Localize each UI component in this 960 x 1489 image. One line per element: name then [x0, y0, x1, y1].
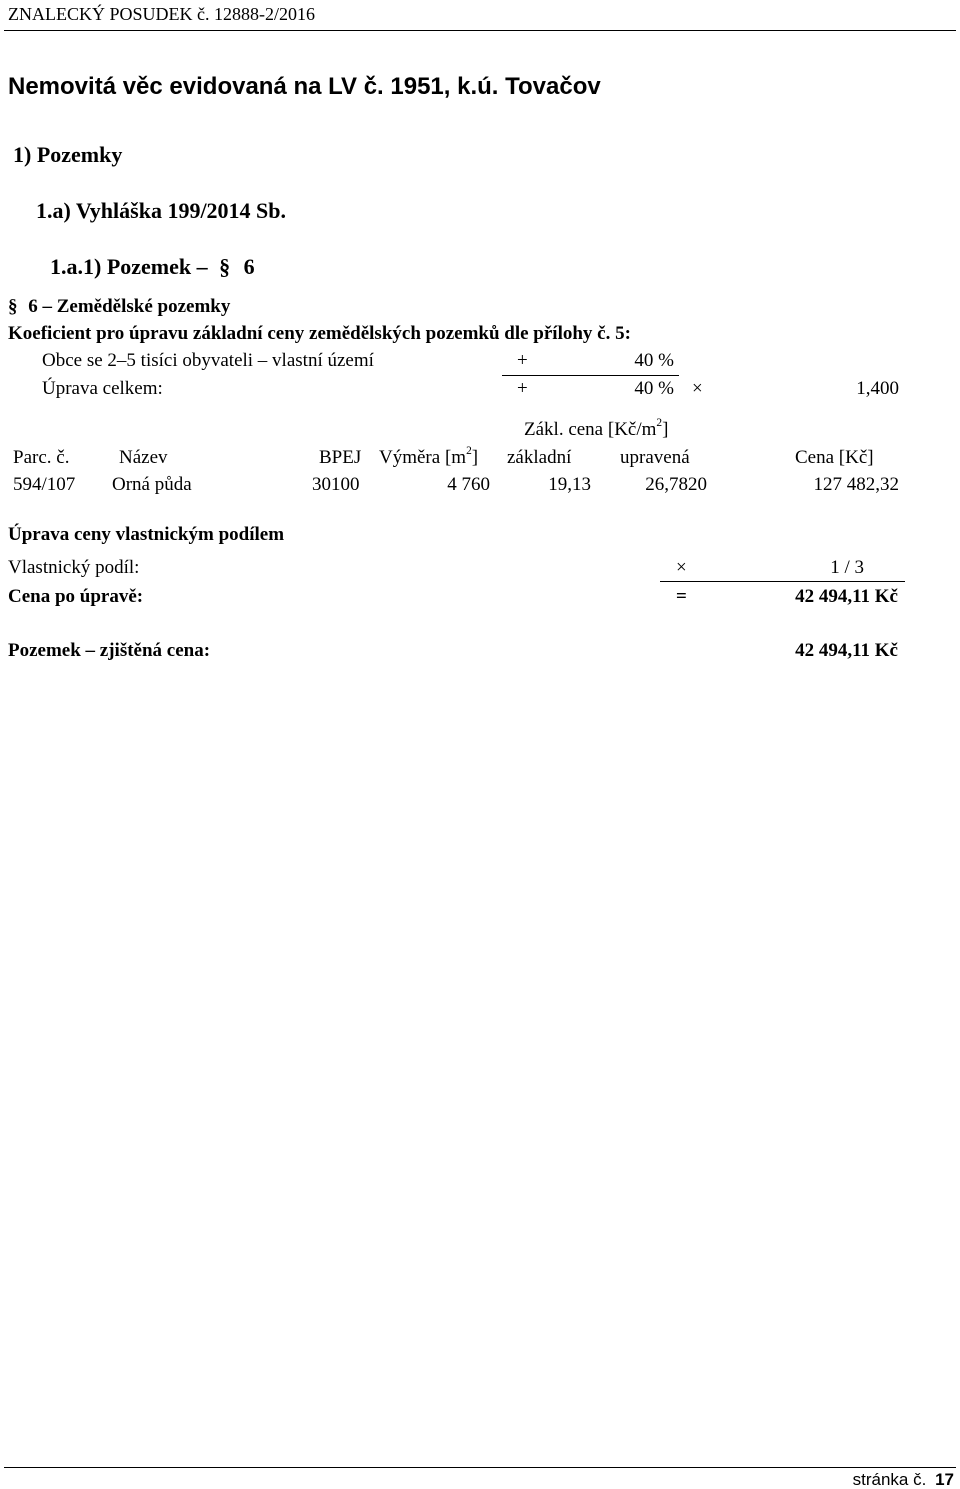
paragraph-line	[8, 297, 230, 316]
col-header-upravena: upravená	[620, 447, 690, 468]
coef-row2-sign: +	[517, 378, 528, 399]
cell-nazev: Orná půda	[112, 474, 192, 495]
cell-vymera: 4 760	[447, 474, 490, 495]
section-pozemky: 1) Pozemky	[13, 142, 123, 167]
coef-row1-label: Obce se 2–5 tisíci obyvateli – vlastní území	[42, 350, 374, 371]
price-value: 42 494,11 Kč	[795, 586, 898, 607]
paragraph-text: 6 – Zemědělské pozemky	[28, 296, 231, 317]
cell-zakladni: 19,13	[548, 474, 591, 495]
page-number	[853, 1471, 954, 1488]
col-header-cena: Cena [Kč]	[795, 447, 874, 468]
coefficient-heading: Koeficient pro úpravu základní ceny zemědělských pozemků dle přílohy č. 5:	[8, 323, 631, 344]
dash: –	[196, 254, 208, 279]
col-header-vymera	[379, 445, 479, 468]
cell-parc: 594/107	[13, 474, 76, 495]
share-value: 1 / 3	[830, 557, 864, 578]
paragraph-symbol: §	[8, 296, 18, 317]
header-divider	[4, 30, 956, 31]
page-title: Nemovitá věc evidovaná na LV č. 1951, k.ú. Tovačov	[8, 73, 601, 100]
coef-row1-value: 40 %	[634, 350, 674, 371]
coef-row2-value: 40 %	[634, 378, 674, 399]
cell-bpej: 30100	[312, 474, 360, 495]
vymera-text: Výměra [m	[379, 447, 467, 468]
coef-row1-sign: +	[517, 350, 528, 371]
document-header-title: ZNALECKÝ POSUDEK č. 12888-2/2016	[8, 4, 315, 24]
paragraph-symbol: §	[219, 254, 231, 279]
result-label: Pozemek – zjištěná cena:	[8, 640, 211, 661]
result-value: 42 494,11 Kč	[795, 640, 898, 661]
equals-sign: =	[676, 586, 687, 607]
section-vyhlaska: 1.a) Vyhláška 199/2014 Sb.	[36, 198, 287, 223]
share-underline	[660, 581, 905, 582]
page-label: stránka č.	[852, 1470, 927, 1489]
col-header-nazev: Název	[119, 447, 168, 468]
ownership-heading: Úprava ceny vlastnickým podílem	[8, 524, 285, 545]
vymera-sup: 2	[466, 445, 472, 457]
coef-underline	[502, 375, 679, 376]
section-pozemek	[50, 256, 255, 278]
share-label: Vlastnický podíl:	[8, 557, 140, 578]
group-header-end: ]	[662, 419, 669, 440]
section-pozemek-label: 1.a.1) Pozemek	[50, 254, 192, 279]
multiply-sign: ×	[676, 557, 687, 578]
group-header-sup: 2	[656, 417, 663, 429]
cell-cena: 127 482,32	[813, 474, 899, 495]
col-header-zakladni: základní	[507, 447, 572, 468]
col-header-parc: Parc. č.	[13, 447, 70, 468]
col-header-bpej: BPEJ	[319, 447, 362, 468]
coef-row2-result: 1,400	[856, 378, 899, 399]
multiply-sign: ×	[692, 378, 703, 399]
price-label: Cena po úpravě:	[8, 586, 144, 607]
cell-upravena: 26,7820	[645, 474, 707, 495]
table-group-header	[524, 417, 669, 440]
section-pozemek-number: 6	[243, 254, 255, 279]
group-header-text: Zákl. cena [Kč/m	[524, 419, 657, 440]
page-number-value: 17	[935, 1470, 954, 1489]
vymera-end: ]	[471, 447, 479, 468]
footer-divider	[4, 1467, 956, 1468]
coef-row2-label: Úprava celkem:	[42, 378, 163, 399]
